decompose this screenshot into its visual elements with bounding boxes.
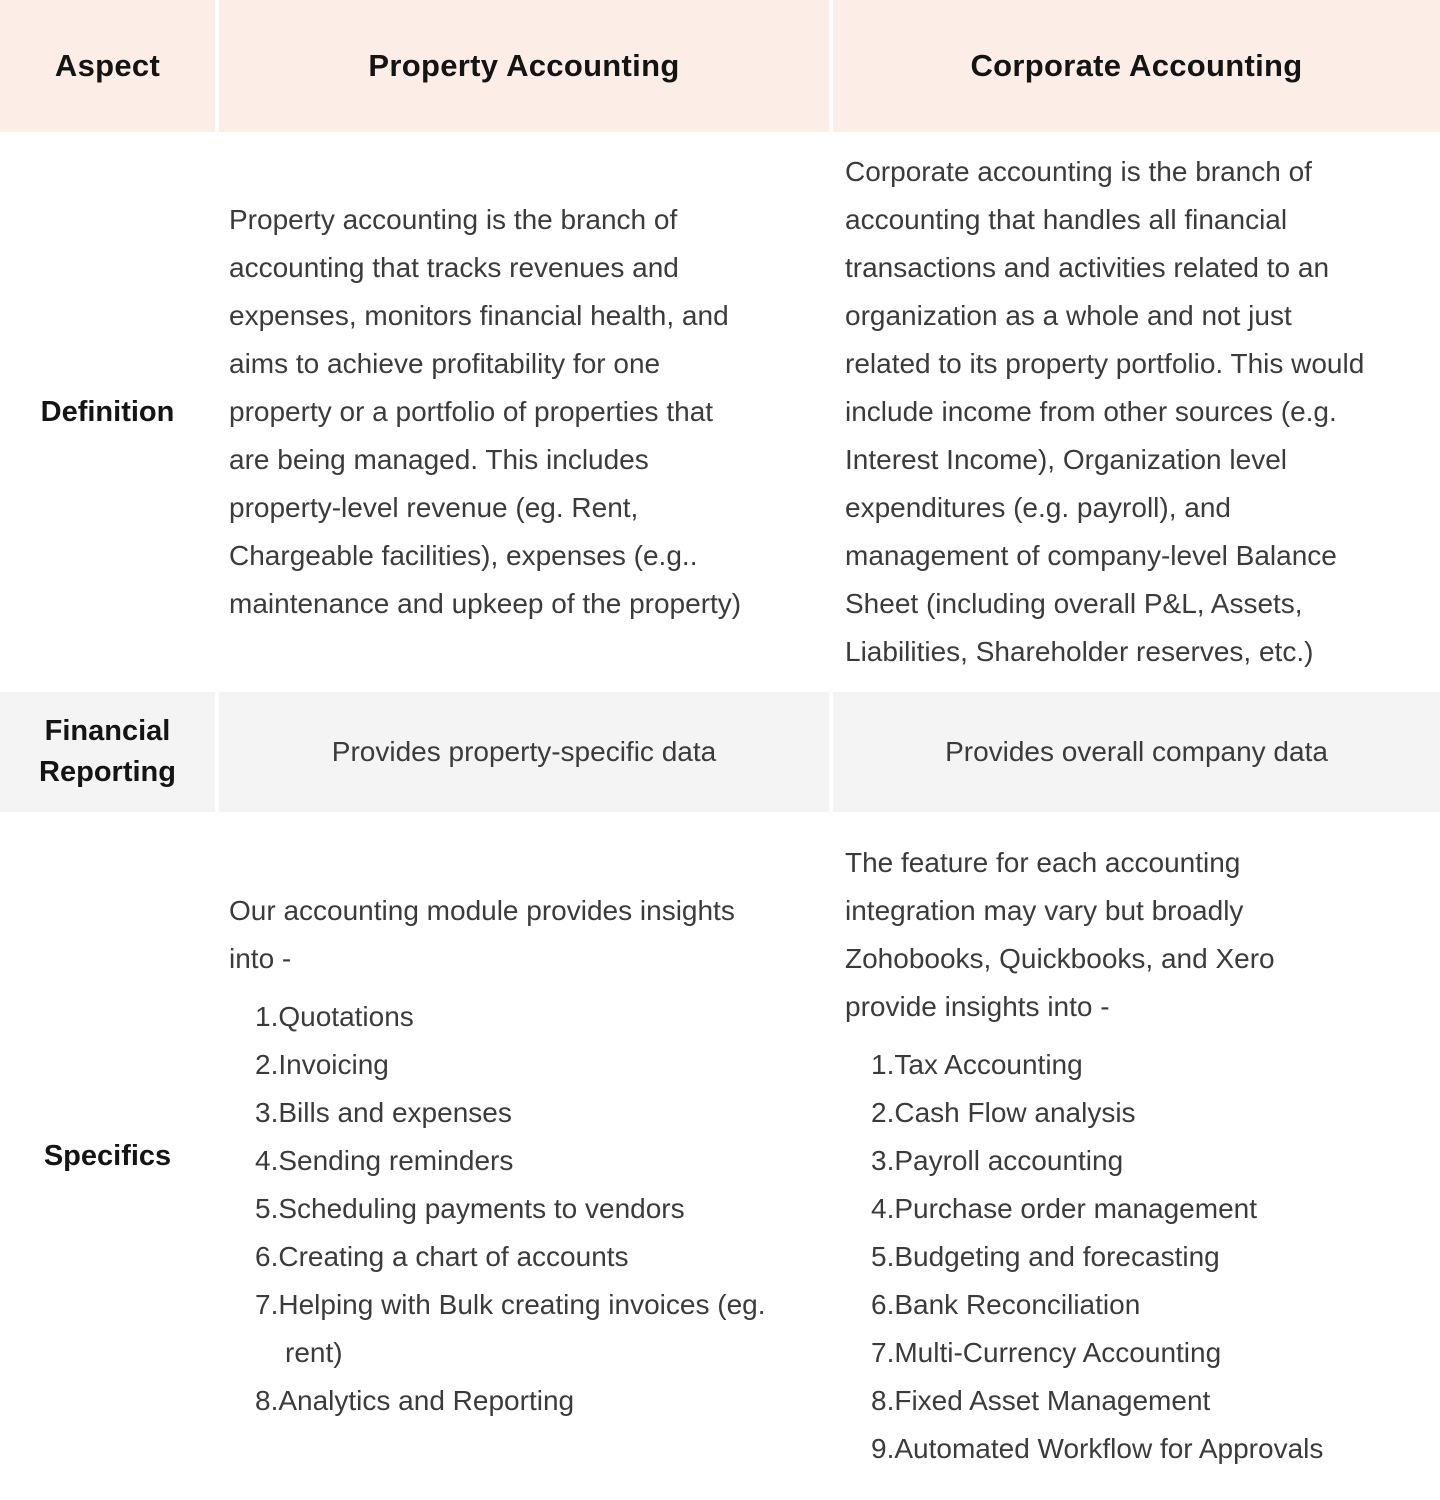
column-header-corporate-label: Corporate Accounting — [970, 48, 1303, 83]
specifics-corporate-cell — [833, 812, 1440, 1500]
row-label-financial-reporting — [0, 692, 215, 812]
specifics-property-intro: Our accounting module provides insights into - — [229, 895, 735, 974]
list-item: Payroll accounting — [894, 1145, 1124, 1176]
specifics-corporate-content — [845, 839, 1355, 1473]
specifics-property-content — [229, 887, 774, 1425]
column-header-aspect — [0, 0, 215, 132]
specifics-corporate-list — [845, 1041, 1355, 1473]
specifics-property-list — [229, 993, 774, 1425]
list-item: Purchase order management — [894, 1193, 1258, 1224]
list-item: Scheduling payments to vendors — [278, 1193, 685, 1224]
definition-corporate-text: Corporate accounting is the branch of accounting that handles all financial transactions and activities related to an organization as a whole and not just related to its property portfolio. This would include income from other sources (e.g. Interest Income), Organization level expenditures (e.g. payroll), and management of company-level Balance Sheet (including overall P&L, Assets, Liabilities, Shareholder reserves, etc.) — [845, 156, 1365, 667]
definition-property-cell — [219, 132, 829, 692]
list-item: Automated Workflow for Approvals — [894, 1433, 1324, 1464]
list-item: Creating a chart of accounts — [278, 1241, 629, 1272]
column-header-property-accounting — [219, 0, 829, 132]
specifics-label-text: Specifics — [43, 1139, 172, 1172]
financial-reporting-label-text: Financial Reporting — [39, 715, 176, 788]
list-item: Tax Accounting — [894, 1049, 1083, 1080]
column-header-corporate-accounting — [833, 0, 1440, 132]
list-item: Helping with Bulk creating invoices (eg. rent) — [278, 1289, 766, 1368]
list-item: Bills and expenses — [278, 1097, 512, 1128]
column-header-property-label: Property Accounting — [368, 48, 680, 83]
list-item: Invoicing — [278, 1049, 389, 1080]
row-label-specifics — [0, 812, 215, 1500]
definition-corporate-cell — [833, 132, 1440, 692]
list-item: Budgeting and forecasting — [894, 1241, 1220, 1272]
list-item: Sending reminders — [278, 1145, 514, 1176]
column-header-aspect-label: Aspect — [54, 48, 161, 83]
definition-property-text: Property accounting is the branch of accounting that tracks revenues and expenses, monitors financial health, and aims to achieve profitability for one property or a portfolio of properties that are being managed. This includes property-level revenue (eg. Rent, Chargeable facilities), expenses (e.g.. maintenance and upkeep of the property) — [229, 204, 742, 619]
specifics-corporate-intro: The feature for each accounting integration may vary but broadly Zohobooks, Quickbooks, and Xero provide insights into - — [845, 847, 1275, 1022]
financial-reporting-property-cell — [219, 692, 829, 812]
list-item: Cash Flow analysis — [894, 1097, 1136, 1128]
list-item: Fixed Asset Management — [894, 1385, 1211, 1416]
list-item: Multi-Currency Accounting — [894, 1337, 1222, 1368]
specifics-property-cell — [219, 812, 829, 1500]
list-item: Analytics and Reporting — [278, 1385, 575, 1416]
financial-reporting-property-text: Provides property-specific data — [331, 736, 717, 767]
financial-reporting-corporate-text: Provides overall company data — [945, 736, 1328, 767]
list-item: Bank Reconciliation — [894, 1289, 1141, 1320]
definition-label-text: Definition — [40, 395, 175, 428]
row-label-definition — [0, 132, 215, 692]
list-item: Quotations — [278, 1001, 414, 1032]
financial-reporting-corporate-cell — [833, 692, 1440, 812]
